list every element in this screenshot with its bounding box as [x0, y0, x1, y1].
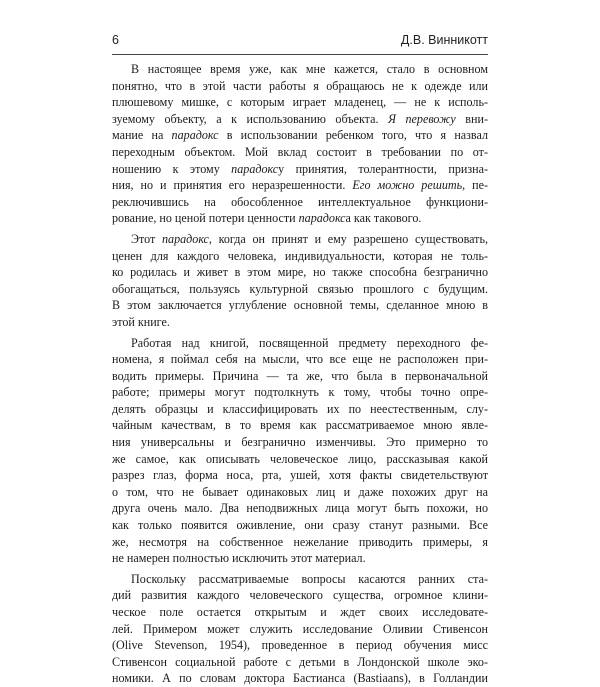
text-line: ния универсальны и безгранично изменчивы. Это примерно то [112, 435, 488, 450]
paragraph [112, 231, 488, 331]
text-line: о том, что не бывает одинаковых лиц и даже похожих друг на [112, 484, 488, 499]
text-line: как только появится оживление, они сразу станут разными. Все [112, 518, 488, 533]
text-line: ния, но и принятия его неразрешенности. Его можно решить, пе- [112, 178, 488, 193]
text-line: ношению к этому парадоксу принятия, толерантности, призна- [112, 161, 488, 176]
text-line: же самое, как описывать человеческое лицо, рассказывая какой [112, 451, 488, 466]
text-line: водить примеры. Причина — та же, что была в первоначальной [112, 368, 488, 383]
text-line: делять образцы и классифицировать их по неестественным, слу- [112, 401, 488, 416]
paragraph [112, 571, 488, 687]
text-line: чайным качествам, в то время как рассматриваемое мною явле- [112, 418, 488, 433]
text-line: дий развития каждого человеческого существа, огромное клини- [112, 588, 488, 603]
running-head: Д.В. Винникотт [400, 33, 488, 47]
text-line: же, несмотря на собственное нежелание приводить примеры, я [112, 534, 488, 549]
body-text [112, 61, 488, 687]
paragraph [112, 61, 488, 227]
text-line: (Olive Stevenson, 1954), проведенное в период обучения мисс [112, 638, 488, 653]
text-line: мание на парадокс в использовании ребенком того, что я назвал [112, 128, 488, 143]
paragraph [112, 335, 488, 567]
text-line: работе; примеры могут подтолкнуть к тому, чтобы точно опре- [112, 385, 488, 400]
text-line: ко родилась и живет в этом мире, но также способна безгранично [112, 265, 488, 280]
page-number: 6 [112, 33, 119, 47]
text-line: понятно, что в этой части работы я обращаюсь не к одежде или [112, 78, 488, 93]
text-line: Работая над книгой, посвященной предмету переходного фе- [131, 335, 488, 350]
text-line: разрез глаз, форма носа, рта, ушей, хотя факты свидетельствуют [112, 468, 488, 483]
text-line: В настоящее время уже, как мне кажется, стало в основном [131, 62, 488, 76]
text-line: Стивенсон социальной работе с детьми в Лондонской школе эко- [112, 654, 488, 669]
text-line: Поскольку рассматриваемые вопросы касаются ранних ста- [131, 571, 488, 586]
text-line: не намерен полностью исключить этот материал. [112, 551, 366, 566]
text-line: Этот парадокс, когда он принят и ему разрешено существовать, [131, 231, 488, 246]
text-line: В этом заключается углубление основной темы, сделанное мною в [112, 298, 488, 313]
text-line: реключившись на обособленное интеллектуальное функциони- [112, 194, 488, 209]
text-line: номена, я поймал себя на мысли, что все еще не расположен при- [112, 352, 488, 367]
text-line: рование, но ценой потери ценности парадокса как такового. [112, 211, 422, 226]
text-line: номики. А по словам доктора Бастианса (Bastiaans), в Голландии [112, 671, 488, 686]
text-line: лей. Примером может служить исследование Оливии Стивенсон [112, 621, 488, 636]
text-line: друга очень мало. Два неподвижных лица могут быть похожи, но [112, 501, 488, 516]
header-rule [112, 54, 488, 55]
text-line: плюшевому мишке, с которым играет младенец, — не к исполь- [112, 95, 488, 110]
text-line: зуемому объекту, а к использованию объекта. Я перевожу вни- [112, 111, 488, 126]
text-line: обогащаться, пользуясь культурной связью прошлого с будущим. [112, 281, 488, 296]
text-line: ческое поле остается открытым и ждет своих исследовате- [112, 605, 488, 619]
page-header [112, 33, 488, 53]
text-line: переходным объектом. Мой вклад состоит в требовании по от- [112, 144, 488, 159]
text-line: ценен для каждого человека, индивидуальности, которая не толь- [112, 248, 488, 263]
text-line: этой книге. [112, 314, 170, 329]
